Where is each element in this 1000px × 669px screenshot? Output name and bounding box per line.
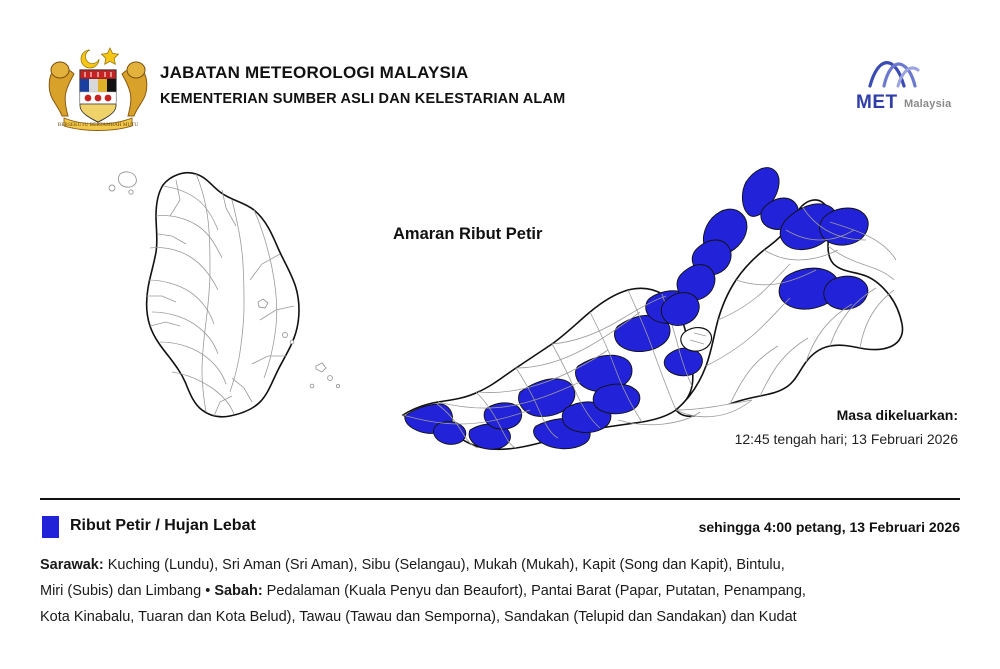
page-header [0, 38, 1000, 128]
sabah-districts-part2: Kota Kinabalu, Tuaran dan Kota Belud), Tawau (Tawau dan Semporna), Sandakan (Telupid dan Sandakan) dan Kudat [40, 609, 797, 625]
issued-time-block [735, 405, 958, 450]
issued-label: Masa dikeluarkan: [836, 407, 958, 423]
brunei-enclave [681, 328, 712, 352]
sabah-districts-part1: Pedalaman (Kuala Penyu dan Beaufort), Pantai Barat (Papar, Putatan, Penampang, [262, 583, 806, 599]
issued-value: 12:45 tengah hari; 13 Februari 2026 [734, 431, 958, 447]
sarawak-districts-part2: Miri (Subis) dan Limbang • [40, 583, 215, 599]
met-logo-word: MET [856, 92, 898, 113]
affected-areas-line-2 [40, 578, 965, 604]
state-label-sabah: Sabah: [214, 583, 263, 599]
affected-areas-line-3 [40, 604, 965, 630]
footer-divider [40, 498, 960, 500]
affected-areas-line-1 [40, 552, 965, 578]
svg-text:BERSEKUTU BERTAMBAH MUTU: BERSEKUTU BERTAMBAH MUTU [57, 122, 139, 128]
sarawak-region [403, 288, 702, 449]
header-titles [160, 62, 565, 110]
peninsular-malaysia-region [109, 172, 340, 417]
map-title: Amaran Ribut Petir [393, 225, 543, 243]
malaysia-coat-of-arms-icon [44, 40, 152, 132]
sarawak-districts-part1: Kuching (Lundu), Sri Aman (Sri Aman), Sibu (Selangau), Mukah (Mukah), Kapit (Song dan Kapit), Bintulu, [103, 557, 785, 573]
affected-areas-text [40, 552, 965, 630]
map-container [0, 130, 1000, 485]
legend-label: Ribut Petir / Hujan Lebat [70, 517, 256, 534]
met-malaysia-logo [852, 56, 962, 118]
met-logo-sub: Malaysia [904, 98, 952, 110]
legend-row [40, 515, 960, 539]
ministry-title: KEMENTERIAN SUMBER ASLI DAN KELESTARIAN ALAM [160, 91, 566, 107]
state-label-sarawak: Sarawak: [40, 557, 104, 573]
valid-until-text: sehingga 4:00 petang, 13 Februari 2026 [698, 519, 960, 535]
legend-color-swatch [42, 516, 59, 538]
agency-title: JABATAN METEOROLOGI MALAYSIA [160, 63, 469, 82]
